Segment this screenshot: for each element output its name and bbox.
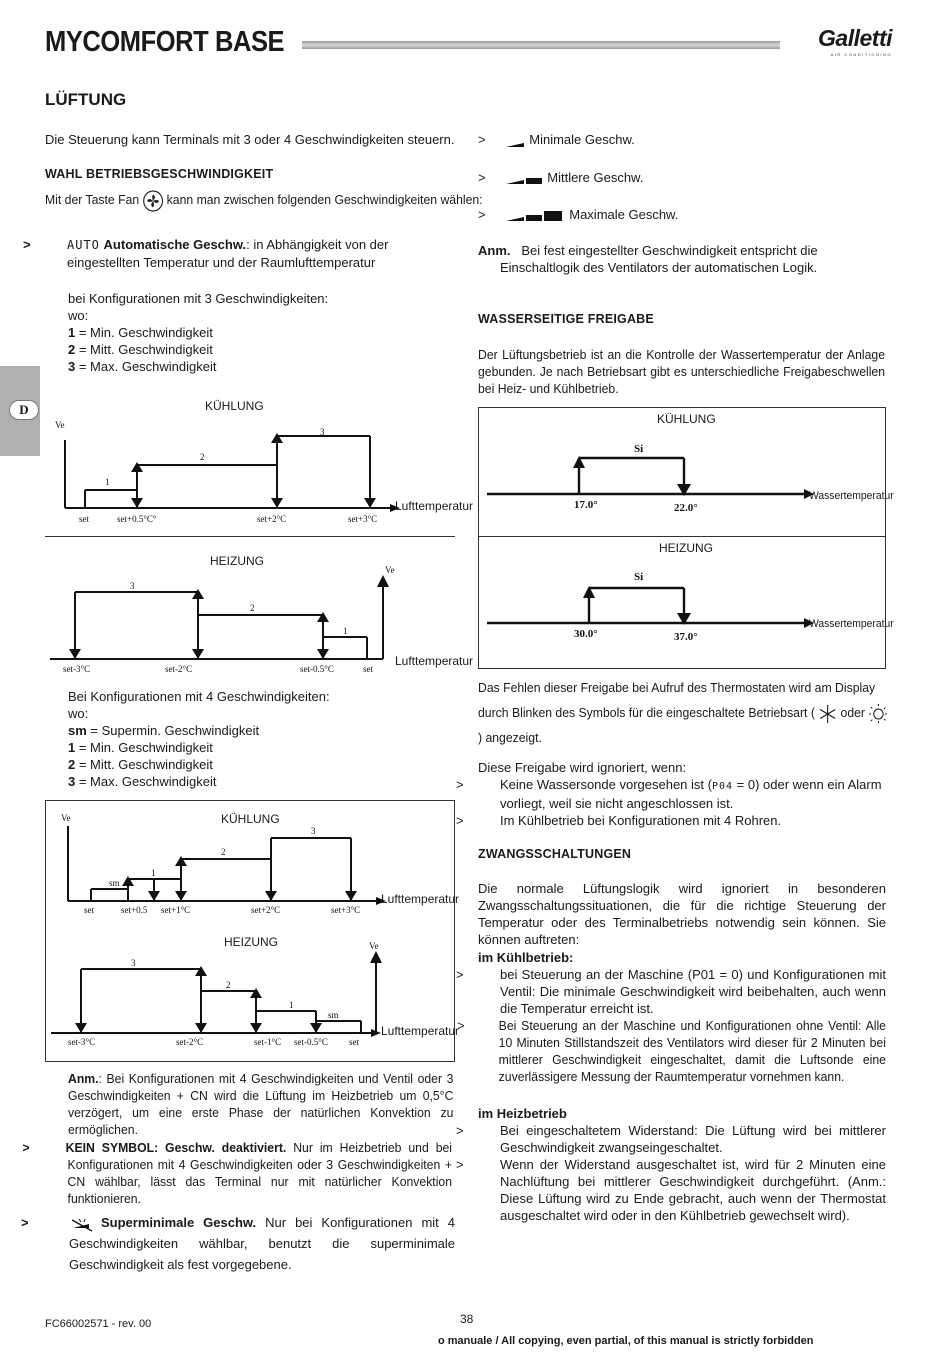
step-3-h: 3 [131, 958, 136, 968]
auto-lcd-word: AUTO [67, 238, 100, 252]
si-heating: Si [634, 571, 644, 583]
superminimal-item [21, 1212, 456, 1275]
cfg3-title: bei Konfigurationen mit 3 Geschwindigkeiten: [68, 291, 329, 306]
step-1: 1 [151, 868, 156, 878]
side-tab-letter: D [9, 400, 39, 420]
step-2-h: 2 [226, 980, 231, 990]
step-3: 3 [130, 581, 135, 591]
auto-label: Automatische Geschw. [103, 237, 247, 252]
tick-1: set [84, 905, 94, 915]
tick-4: set [363, 664, 373, 674]
cfg3-wo: wo: [68, 308, 89, 323]
step-3: 3 [311, 826, 316, 836]
x-axis-label: Lufttemperatur [395, 499, 474, 513]
anm-label: Anm. [478, 243, 511, 258]
tick-2: set-2°C [165, 664, 193, 674]
heiz-item-1: > Bei eingeschaltetem Widerstand: Die Lüftung wird bei mittlerer Geschwindigkeit zwangseingeschaltet. [456, 1123, 886, 1155]
cfg3-item-3: 3 = Max. Geschwindigkeit [68, 359, 217, 374]
step-3: 3 [320, 427, 325, 437]
bullet: > [22, 1140, 30, 1155]
kuehl-item-1: > bei Steuerung an der Maschine (P01 = 0) und Konfigurationen mit Ventil: Die minimale Geschwindigkeit wird beibehalten, auch wenn die Temperatur erreicht ist. [456, 967, 886, 1016]
heiz-title: im Heizbetrieb [478, 1106, 567, 1121]
cfg4-wo: wo: [68, 706, 89, 721]
cfg3-item-1: 1 = Min. Geschwindigkeit [68, 325, 213, 340]
wasser-text: Der Lüftungsbetrieb ist an die Kontrolle der Wassertemperatur der Anlage gebunden. Je nach Betriebsart gibt es unterschiedliche Freigabeschwellen bei Heiz- und Kühlbetrieb. [478, 347, 886, 396]
logo-text: Galletti [818, 25, 892, 51]
step-sm-h: sm [328, 1010, 339, 1020]
axis-ve-heating: Ve [369, 941, 379, 951]
tick-2: set+0.5 [121, 905, 148, 915]
fan-key-line [45, 188, 483, 214]
tick-h1: set-3°C [68, 1037, 96, 1047]
x-axis-label-cooling: Lufttemperatur [381, 892, 460, 906]
super-label: Superminimale Geschw. [101, 1215, 257, 1230]
si-cooling: Si [634, 443, 644, 455]
anm-text: Bei fest eingestellter Geschwindigkeit entspricht die Einschaltlogik des Ventilators der automatischen Logik. [500, 243, 818, 275]
anm-text: : Bei Konfigurationen mit 4 Geschwindigkeiten und Ventil oder 3 Geschwindigkeiten + CN wird die Lüftung im Heizbetrieb um 0,5°C verzögert, um eine erste Phase der natürlichen Konvektion zu ermöglichen. [68, 1071, 454, 1137]
cfg3-item-2: 2 = Mitt. Geschwindigkeit [68, 342, 213, 357]
anm-fixed-speed [478, 242, 883, 276]
kuehl-title: im Kühlbetrieb: [478, 950, 574, 965]
anm-label: Anm. [68, 1071, 99, 1086]
water-heat-low: 30.0° [574, 628, 598, 640]
sun-icon [868, 704, 889, 724]
water-heat-high: 37.0° [674, 631, 698, 643]
x-axis-label-heating: Wassertemperatur [809, 618, 894, 630]
tick-5: set+3°C [331, 905, 361, 915]
logo-subtext: AIR CONDITIONING [830, 52, 892, 57]
tick-3: set+1°C [161, 905, 191, 915]
ignor-item-2: > Im Kühlbetrieb bei Konfigurationen mit 4 Rohren. [456, 813, 782, 828]
cfg3-block [68, 290, 458, 375]
chart-title-cooling: KÜHLUNG [221, 812, 280, 826]
step-sm: sm [109, 878, 120, 888]
chart-title: HEIZUNG [210, 554, 264, 568]
fan-text-before: Mit der Taste Fan [45, 192, 140, 207]
tick-3: set-0.5°C [300, 664, 334, 674]
doc-code: FC66002571 - rev. 00 [45, 1318, 152, 1330]
auto-speed-item [23, 236, 455, 271]
wahl-heading: WAHL BETRIEBSGESCHWINDIGKEIT [45, 167, 274, 181]
water-cool-low: 17.0° [574, 499, 598, 511]
tick-4: set+2°C [251, 905, 281, 915]
code-p04: P04 [711, 781, 734, 792]
step-1: 1 [105, 477, 110, 487]
copyright-notice: o manuale / All copying, even partial, of this manual is strictly forbidden [438, 1335, 814, 1347]
step-1-h: 1 [289, 1000, 294, 1010]
fehlen-text [478, 675, 884, 750]
page-number: 38 [460, 1312, 474, 1326]
kein-symbol-item [22, 1139, 453, 1207]
kuehl-item-2: > Bei Steuerung an der Maschine und Konfigurationen ohne Ventil: Alle 10 Minuten Stillstandszeit des Ventilators wird dieser für 2 Minuten bei mittlerer Geschwindigkeit eingeschaltet, damit die Luftsonde eine zuverlässigere Messung der Raumtemperatur vornehmen kann. [457, 1018, 886, 1084]
water-cool-high: 22.0° [674, 502, 698, 514]
fan-text-after: kann man zwischen folgenden Geschwindigkeiten wählen: [166, 192, 483, 207]
header-rule [302, 41, 780, 49]
kein-label: KEIN SYMBOL: Geschw. deaktiviert. [65, 1140, 287, 1155]
kuehl-block [456, 949, 886, 1085]
tick-2: set+0.5°C° [117, 514, 157, 524]
chart-3speed-cooling [45, 380, 474, 535]
zwang-text: Die normale Lüftungslogik wird ignoriert in besonderen Zwangsschaltungssituationen, die für die richtige Steuerung der Temperatur oder des Terminalbetriebs notwendig sein können. Sie können auftreten: [478, 881, 886, 947]
wasser-heading: WASSERSEITIGE FREIGABE [478, 312, 654, 326]
speed-max-label: Maximale Geschw. [569, 207, 679, 222]
speed-min-icon [504, 136, 526, 146]
speed-mid-label: Mittlere Geschw. [547, 170, 644, 185]
galletti-logo [782, 24, 892, 60]
heiz-block [456, 1105, 886, 1224]
superminimal-speed-icon [67, 1217, 101, 1231]
heiz-item-2: > Wenn der Widerstand ausgeschaltet ist, wird für 2 Minuten eine Nachlüftung bei mittlerer Geschwindigkeit durchgeführt. (Anm.: Diese Lüftung wird zu Ende gebracht, auch wenn der Thermostat ausgeschaltet wird oder in den Kühlbetrieb gewechselt wird). [456, 1157, 886, 1223]
tick-1: set-3°C [63, 664, 91, 674]
super-text: Nur bei Konfigurationen mit 4 Geschwindigkeiten wählbar, benutzt die superminimale Geschwindigkeit als fest vorgegebene. [69, 1215, 456, 1272]
speed-max-item: > Maximale Geschw. [478, 207, 679, 222]
chart-4speed [45, 800, 460, 1062]
kein-text: Nur im Heizbetrieb und bei Konfigurationen mit 4 Geschwindigkeiten oder 3 Geschwindigkeiten + CN wählbar, lässt das Terminal nur mit natürlicher Konvektion funktionieren. [67, 1140, 453, 1206]
speed-mid-item: > Mittlere Geschw. [478, 170, 644, 185]
cfg4-item-sm: sm = Supermin. Geschwindigkeit [68, 723, 260, 738]
zwang-heading: ZWANGSSCHALTUNGEN [478, 847, 632, 861]
cfg4-block [68, 688, 458, 790]
cfg4-title: Bei Konfigurationen mit 4 Geschwindigkeiten: [68, 689, 330, 704]
tick-1: set [79, 514, 89, 524]
axis-ve-cooling: Ve [61, 813, 71, 823]
ignor-title: Diese Freigabe wird ignoriert, wenn: [478, 760, 687, 775]
axis-ve: Ve [385, 565, 395, 575]
anm-4speed [68, 1070, 453, 1138]
tick-4: set+3°C [348, 514, 378, 524]
chart-title-cooling: KÜHLUNG [657, 412, 716, 426]
fehlen-line3: ) angezeigt. [478, 730, 542, 745]
bullet: > [21, 1215, 29, 1230]
cfg4-item-3: 3 = Max. Geschwindigkeit [68, 774, 217, 789]
fan-icon [143, 190, 164, 212]
speed-max-icon [504, 209, 566, 223]
fehlen-line2: durch Blinken des Symbols für die eingeschaltete Betriebsart ( oder [478, 700, 884, 725]
fehlen-line1: Das Fehlen dieser Freigabe bei Aufruf des Thermostaten wird am Display [478, 680, 876, 695]
cfg4-item-2: 2 = Mitt. Geschwindigkeit [68, 757, 213, 772]
section-title: LÜFTUNG [45, 90, 127, 109]
step-2: 2 [250, 603, 255, 613]
tick-h3: set-1°C [254, 1037, 282, 1047]
chart-title-heating: HEIZUNG [659, 541, 713, 555]
intro-text: Die Steuerung kann Terminals mit 3 oder 4 Geschwindigkeiten steuern. [45, 132, 455, 147]
snowflake-icon [818, 704, 837, 724]
x-axis-label-cooling: Wassertemperatur [809, 490, 894, 502]
step-2: 2 [200, 452, 205, 462]
ignor-item-1: > Keine Wassersonde vorgesehen ist (P04 = 0) oder wenn ein Alarm vorliegt, weil sie nicht angeschlossen ist. [456, 777, 882, 811]
speed-min-label: Minimale Geschw. [529, 132, 635, 147]
auto-text: : in Abhängigkeit von der eingestellten Temperatur und der Raumlufttemperatur [67, 237, 389, 270]
chart-water-enable [478, 407, 894, 669]
axis-ve: Ve [55, 420, 65, 430]
cfg4-item-1: 1 = Min. Geschwindigkeit [68, 740, 213, 755]
tick-h5: set [349, 1037, 359, 1047]
chart-title-heating: HEIZUNG [224, 935, 278, 949]
chart-3speed-heating [45, 536, 474, 686]
chart-title: KÜHLUNG [205, 399, 264, 413]
chart-divider [479, 536, 885, 537]
x-axis-label-heating: Lufttemperatur [381, 1024, 460, 1038]
x-axis-label: Lufttemperatur [395, 654, 474, 668]
tick-h2: set-2°C [176, 1037, 204, 1047]
speed-min-item: > Minimale Geschw. [478, 132, 635, 147]
tick-h4: set-0.5°C [294, 1037, 328, 1047]
speed-mid-icon [504, 173, 544, 185]
ignor-block [456, 759, 888, 829]
document-title: MYCOMFORT BASE [45, 26, 285, 58]
step-2: 2 [221, 847, 226, 857]
tick-3: set+2°C [257, 514, 287, 524]
bullet: > [23, 237, 31, 252]
step-1: 1 [343, 626, 348, 636]
